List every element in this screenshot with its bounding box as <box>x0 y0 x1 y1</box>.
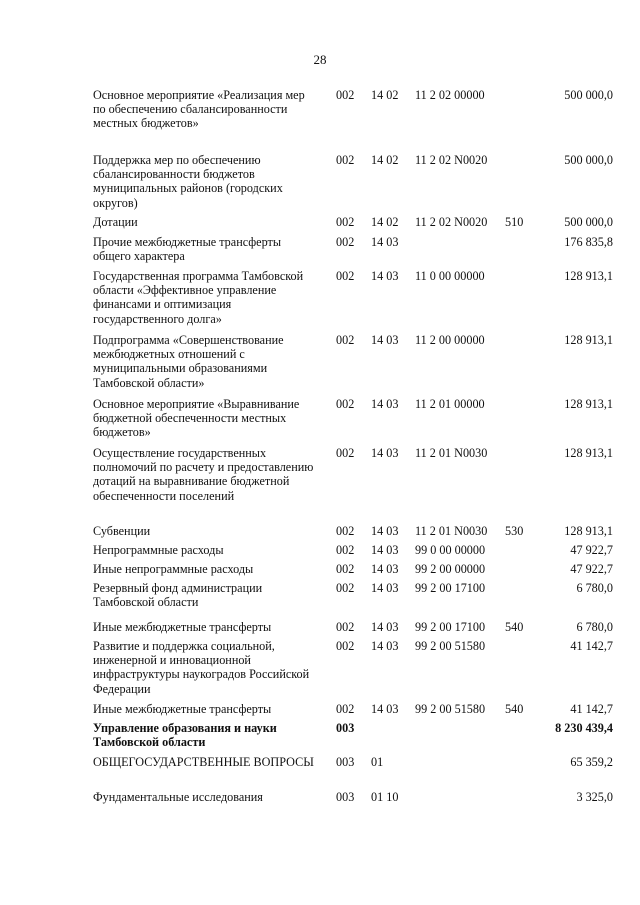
ministry-code: 002 <box>336 524 355 538</box>
section-code: 14 03 <box>371 333 399 347</box>
table-row <box>93 721 613 749</box>
table-row <box>93 639 613 696</box>
target-article-code: 99 2 00 51580 <box>415 639 486 653</box>
target-article-code: 11 2 00 00000 <box>415 333 485 347</box>
row-name: Управление образования и науки Тамбовской области <box>93 721 277 750</box>
table-row <box>93 269 613 326</box>
amount-value: 47 922,7 <box>570 543 613 557</box>
section-code: 14 02 <box>371 88 399 102</box>
row-name: Иные непрограммные расходы <box>93 562 254 576</box>
amount-value: 128 913,1 <box>564 397 613 411</box>
row-name: Фундаментальные исследования <box>93 790 263 804</box>
table-row <box>93 153 613 210</box>
row-name: Прочие межбюджетные трансферты общего характера <box>93 235 282 264</box>
table-row <box>93 755 613 769</box>
amount-value: 3 325,0 <box>576 790 613 804</box>
row-name: Субвенции <box>93 524 151 538</box>
amount-value: 128 913,1 <box>564 524 613 538</box>
target-article-code: 11 0 00 00000 <box>415 269 485 283</box>
expense-type-code: 510 <box>505 215 524 229</box>
row-name: Подпрограмма «Совершенствование межбюджетных отношений с муниципальными образованиями Тамбовской области» <box>93 333 284 390</box>
ministry-code: 002 <box>336 446 355 460</box>
section-code: 14 03 <box>371 581 399 595</box>
row-name: Поддержка мер по обеспечению сбалансированности бюджетов муниципальных районов (городских округов) <box>93 153 283 210</box>
section-code: 14 03 <box>371 543 399 557</box>
ministry-code: 003 <box>336 790 355 804</box>
page-number: 28 <box>313 52 327 67</box>
row-name: Дотации <box>93 215 138 229</box>
ministry-code: 003 <box>336 721 355 735</box>
row-name: Основное мероприятие «Реализация мер по обеспечению сбалансированности местных бюджетов» <box>93 88 305 131</box>
section-code: 14 03 <box>371 562 399 576</box>
ministry-code: 002 <box>336 88 355 102</box>
ministry-code: 002 <box>336 153 355 167</box>
section-code: 14 03 <box>371 269 399 283</box>
expense-type-code: 530 <box>505 524 524 538</box>
section-code: 14 03 <box>371 446 399 460</box>
ministry-code: 002 <box>336 397 355 411</box>
target-article-code: 11 2 02 N0020 <box>415 153 488 167</box>
amount-value: 41 142,7 <box>570 702 613 716</box>
section-code: 14 03 <box>371 620 399 634</box>
target-article-code: 11 2 01 N0030 <box>415 446 488 460</box>
ministry-code: 002 <box>336 543 355 557</box>
ministry-code: 002 <box>336 562 355 576</box>
amount-value: 176 835,8 <box>564 235 613 249</box>
table-row <box>93 562 613 576</box>
section-code: 14 03 <box>371 702 399 716</box>
section-code: 01 10 <box>371 790 399 804</box>
amount-value: 65 359,2 <box>570 755 613 769</box>
table-row <box>93 235 613 263</box>
amount-value: 6 780,0 <box>576 620 613 634</box>
ministry-code: 002 <box>336 269 355 283</box>
table-row <box>93 524 613 538</box>
ministry-code: 002 <box>336 581 355 595</box>
amount-value: 500 000,0 <box>564 88 613 102</box>
ministry-code: 002 <box>336 235 355 249</box>
table-row <box>93 333 613 390</box>
table-row <box>93 215 613 229</box>
target-article-code: 11 2 02 N0020 <box>415 215 488 229</box>
ministry-code: 002 <box>336 215 355 229</box>
target-article-code: 11 2 01 N0030 <box>415 524 488 538</box>
table-row <box>93 543 613 557</box>
row-name: ОБЩЕГОСУДАРСТВЕННЫЕ ВОПРОСЫ <box>93 755 314 769</box>
amount-value: 8 230 439,4 <box>555 721 613 735</box>
amount-value: 128 913,1 <box>564 446 613 460</box>
table-row <box>93 446 613 503</box>
target-article-code: 99 0 00 00000 <box>415 543 486 557</box>
section-code: 14 03 <box>371 639 399 653</box>
row-name: Иные межбюджетные трансферты <box>93 620 272 634</box>
section-code: 14 03 <box>371 235 399 249</box>
amount-value: 6 780,0 <box>576 581 613 595</box>
section-code: 14 03 <box>371 397 399 411</box>
amount-value: 500 000,0 <box>564 153 613 167</box>
section-code: 14 03 <box>371 524 399 538</box>
table-row <box>93 620 613 634</box>
table-row <box>93 581 613 609</box>
section-code: 14 02 <box>371 153 399 167</box>
target-article-code: 11 2 01 00000 <box>415 397 485 411</box>
ministry-code: 002 <box>336 702 355 716</box>
row-name: Резервный фонд администрации Тамбовской области <box>93 581 263 610</box>
target-article-code: 99 2 00 51580 <box>415 702 486 716</box>
ministry-code: 003 <box>336 755 355 769</box>
section-code: 01 <box>371 755 384 769</box>
amount-value: 128 913,1 <box>564 333 613 347</box>
amount-value: 500 000,0 <box>564 215 613 229</box>
table-row <box>93 397 613 440</box>
target-article-code: 99 2 00 17100 <box>415 581 486 595</box>
target-article-code: 99 2 00 17100 <box>415 620 486 634</box>
amount-value: 41 142,7 <box>570 639 613 653</box>
table-row <box>93 702 613 716</box>
amount-value: 47 922,7 <box>570 562 613 576</box>
target-article-code: 99 2 00 00000 <box>415 562 486 576</box>
target-article-code: 11 2 02 00000 <box>415 88 485 102</box>
table-row <box>93 790 613 804</box>
row-name: Иные межбюджетные трансферты <box>93 702 272 716</box>
row-name: Государственная программа Тамбовской области «Эффективное управление финансами и оптимизация государственного долга» <box>93 269 304 326</box>
section-code: 14 02 <box>371 215 399 229</box>
expense-type-code: 540 <box>505 620 524 634</box>
ministry-code: 002 <box>336 639 355 653</box>
expense-type-code: 540 <box>505 702 524 716</box>
ministry-code: 002 <box>336 333 355 347</box>
ministry-code: 002 <box>336 620 355 634</box>
amount-value: 128 913,1 <box>564 269 613 283</box>
table-row <box>93 88 613 131</box>
row-name: Непрограммные расходы <box>93 543 224 557</box>
row-name: Осуществление государственных полномочий по расчету и предоставлению дотаций на выравнивание бюджетной обеспеченности поселений <box>93 446 314 503</box>
row-name: Основное мероприятие «Выравнивание бюджетной обеспеченности местных бюджетов» <box>93 397 300 440</box>
row-name: Развитие и поддержка социальной, инженерной и инновационной инфраструктуры наукоградов Российской Федерации <box>93 639 310 696</box>
